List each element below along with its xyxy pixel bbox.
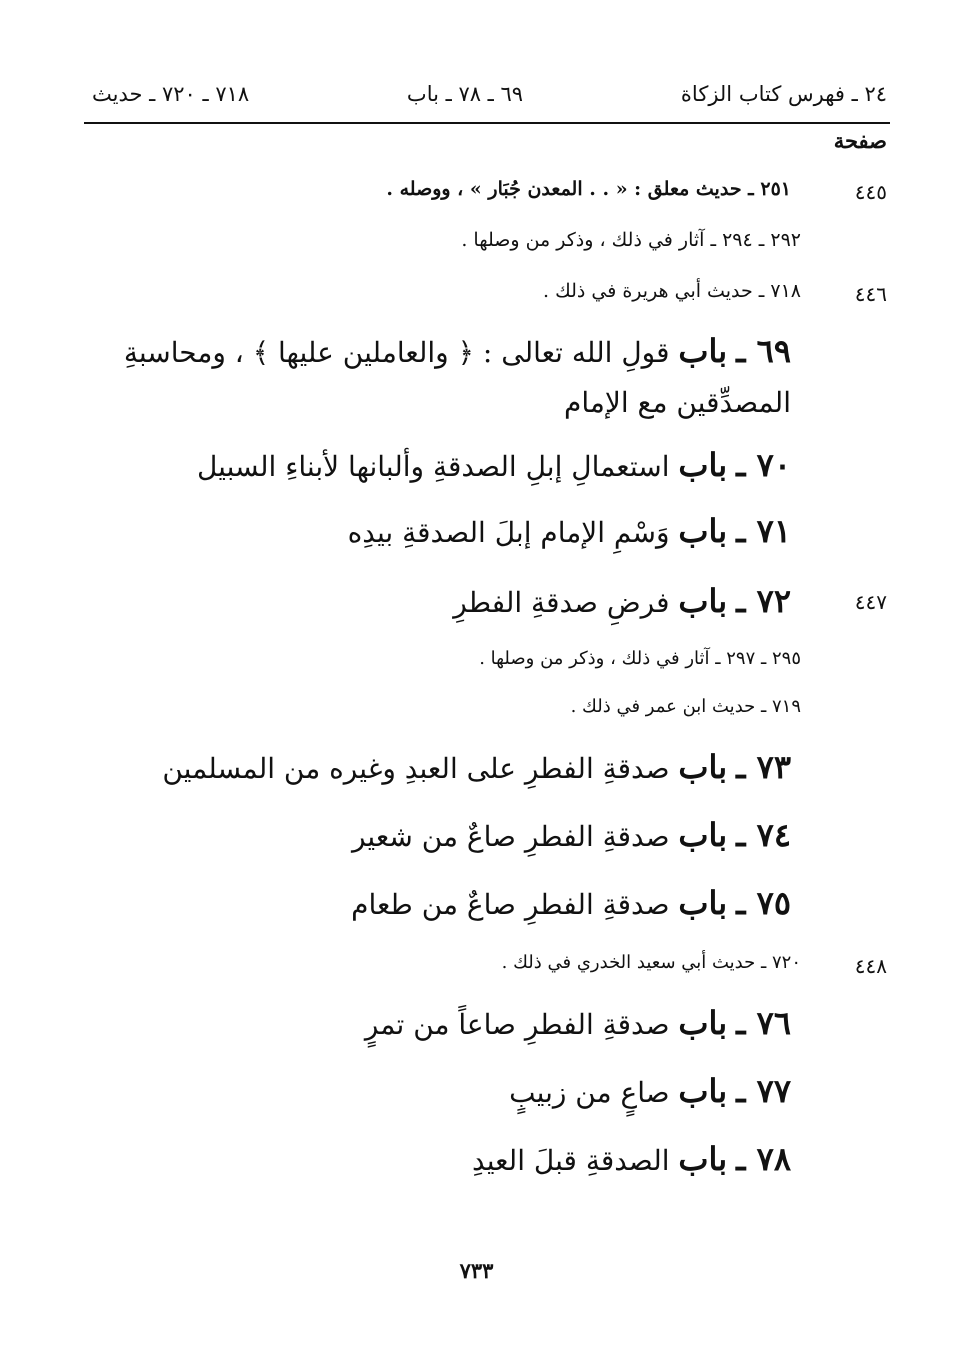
header-divider <box>84 122 890 124</box>
chapter-heading <box>60 742 791 794</box>
entry-text: ٧٢٠ ـ حديث أبي سعيد الخدري في ذلك . <box>501 952 801 973</box>
chapter-title: صاعٍ من زبيبٍ <box>509 1076 670 1109</box>
chapter-number: ٧٠ ـ <box>736 446 791 484</box>
chapter-entry-70 <box>60 440 887 490</box>
page-number: ٤٤٥ <box>854 180 887 204</box>
chapter-heading <box>60 810 791 862</box>
header-bab-range: ٦٩ ـ ٧٨ ـ باب <box>406 82 524 106</box>
chapter-keyword: باب <box>678 816 728 854</box>
chapter-heading <box>60 878 791 930</box>
chapter-heading <box>60 326 791 428</box>
chapter-keyword: باب <box>678 332 728 370</box>
page-number: ٤٤٨ <box>854 954 887 978</box>
page-footer-number: ٧٣٣ <box>459 1258 494 1283</box>
chapter-entry-78 <box>60 1134 887 1184</box>
chapter-keyword: باب <box>678 1072 728 1110</box>
entry-text: ٧١٩ ـ حديث ابن عمر في ذلك . <box>570 696 801 717</box>
header-chapter-title: ٢٤ ـ فهرس كتاب الزكاة <box>680 82 887 106</box>
page-number: ٤٤٧ <box>854 590 887 614</box>
chapter-keyword: باب <box>678 884 728 922</box>
chapter-number: ٧٥ ـ <box>736 884 791 922</box>
chapter-number: ٦٩ ـ <box>736 332 791 370</box>
entry-text: ٢٩٢ ـ ٢٩٤ ـ آثار في ذلك ، وذكر من وصلها . <box>461 229 801 251</box>
chapter-number: ٧٨ ـ <box>736 1140 791 1178</box>
header-hadith-range: ٧١٨ ـ ٧٢٠ ـ حديث <box>92 82 250 106</box>
chapter-keyword: باب <box>678 446 728 484</box>
chapter-number: ٧٢ ـ <box>736 582 791 620</box>
chapter-number: ٧٣ ـ <box>736 748 791 786</box>
chapter-heading <box>60 1066 791 1118</box>
chapter-heading <box>60 1134 791 1186</box>
index-row <box>60 952 887 982</box>
chapter-keyword: باب <box>678 1004 728 1042</box>
chapter-title: صدقةِ الفطرِ صاعٌ من شعير <box>351 820 670 853</box>
chapter-entry-75 <box>60 878 887 928</box>
chapter-title: استعمالِ إبلِ الصدقةِ وألبانها لأبناءِ السبيل <box>196 450 670 483</box>
chapter-heading <box>60 506 791 558</box>
chapter-number: ٧٧ ـ <box>736 1072 791 1110</box>
chapter-heading <box>60 998 791 1050</box>
index-row <box>60 178 887 208</box>
chapter-keyword: باب <box>678 512 728 550</box>
entry-text: ٢٥١ ـ حديث معلق : « . . المعدن جُبَار » ، ووصله . <box>386 178 791 200</box>
chapter-title: قولِ الله تعالى : ﴿ والعاملين عليها ﴾ ، ومحاسبةِ المصدِّقين مع الإمام <box>123 336 791 419</box>
chapter-number: ٧١ ـ <box>736 512 791 550</box>
chapter-title: وَسْمِ الإمام إبلَ الصدقةِ بيدِه <box>347 516 670 549</box>
chapter-title: صدقةِ الفطرِ صاعٌ من طعام <box>351 888 670 921</box>
chapter-entry-69 <box>60 326 887 430</box>
chapter-entry-73 <box>60 742 887 792</box>
chapter-title: صدقةِ الفطرِ صاعاً من تمرٍ <box>364 1008 670 1041</box>
chapter-keyword: باب <box>678 582 728 620</box>
chapter-title: الصدقةِ قبلَ العيدِ <box>472 1144 670 1177</box>
entry-text: ٢٩٥ ـ ٢٩٧ ـ آثار في ذلك ، وذكر من وصلها . <box>479 648 801 669</box>
chapter-title: فرضِ صدقةِ الفطرِ <box>453 586 670 619</box>
chapter-keyword: باب <box>678 1140 728 1178</box>
index-row <box>60 648 887 678</box>
chapter-entry-71 <box>60 506 887 556</box>
chapter-entry-77 <box>60 1066 887 1116</box>
chapter-keyword: باب <box>678 748 728 786</box>
chapter-entry-72 <box>60 576 887 626</box>
chapter-number: ٧٦ ـ <box>736 1004 791 1042</box>
chapter-heading <box>60 440 791 492</box>
index-row <box>60 229 887 259</box>
index-row <box>60 280 887 310</box>
chapter-heading <box>60 576 791 628</box>
chapter-number: ٧٤ ـ <box>736 816 791 854</box>
index-row <box>60 696 887 726</box>
page-column-title: صفحة <box>833 128 887 153</box>
chapter-title: صدقةِ الفطرِ على العبدِ وغيره من المسلمين <box>162 752 670 785</box>
entry-text: ٧١٨ ـ حديث أبي هريرة في ذلك . <box>543 280 801 302</box>
chapter-entry-76 <box>60 998 887 1048</box>
chapter-entry-74 <box>60 810 887 860</box>
page-number: ٤٤٦ <box>854 282 887 306</box>
